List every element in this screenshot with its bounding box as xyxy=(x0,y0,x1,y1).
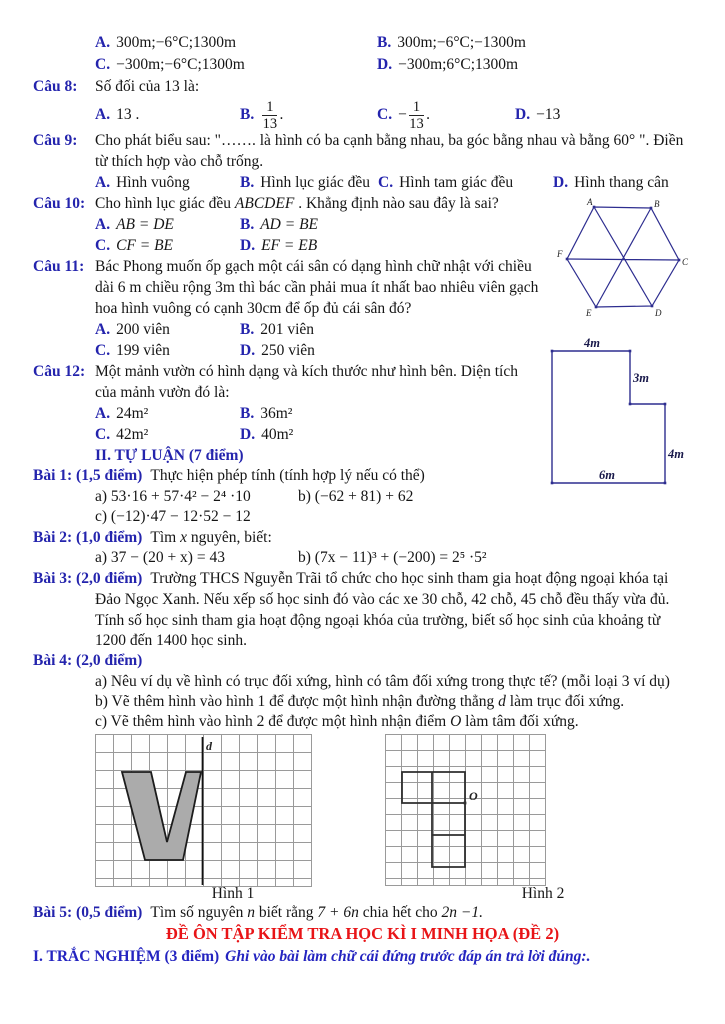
b3-line-2: Đảo Ngọc Xanh. Nếu xếp số học sinh đó vào các xe 30 chỗ, 42 chỗ, 45 chỗ đều thấy vừa đủ. xyxy=(95,591,670,608)
option-text: 42m² xyxy=(116,426,149,443)
vertex-label: B xyxy=(654,199,660,209)
q7-option-d xyxy=(377,55,518,75)
option-letter: D. xyxy=(240,237,256,254)
q8-stem xyxy=(33,77,199,97)
option-letter: A. xyxy=(95,106,111,123)
q11-option-a xyxy=(95,320,170,340)
b4-item-a: a) Nêu ví dụ về hình có trục đối xứng, hình có tâm đối xứng trong thực tế? (mỗi loại 3 ví dụ) xyxy=(95,673,670,690)
option-letter: A. xyxy=(95,174,111,191)
exercise-label: Bài 4: (2,0 điểm) xyxy=(33,652,143,669)
q12-option-a xyxy=(95,404,148,424)
exercise-label: Bài 2: (1,0 điểm) xyxy=(33,529,143,546)
q10-option-d xyxy=(240,236,317,256)
option-letter: C. xyxy=(95,237,111,254)
dimension-label: 4m xyxy=(668,447,684,461)
vertex-label: E xyxy=(586,308,592,318)
v-shape xyxy=(122,772,201,860)
q9-option-d xyxy=(553,173,669,193)
q11-stem-line-3: hoa hình vuông có cạnh 30cm để ốp đủ cái sân đó? xyxy=(95,300,412,317)
option-text: AD = BE xyxy=(260,216,319,233)
option-letter: B. xyxy=(240,174,255,191)
option-letter: D. xyxy=(240,342,256,359)
figure-1-caption: Hình 1 xyxy=(211,885,255,902)
exercise-label: Bài 5: (0,5 điểm) xyxy=(33,904,143,921)
option-letter: A. xyxy=(95,321,111,338)
option-letter: D. xyxy=(240,426,256,443)
b2-item-b: b) (7x − 11)³ + (−200) = 2⁵ ·5² xyxy=(298,549,487,566)
q12-option-b xyxy=(240,404,292,424)
section-2-heading: II. TỰ LUẬN (7 điểm) xyxy=(95,447,244,464)
grid-figure-2 xyxy=(385,734,546,886)
option-letter: C. xyxy=(95,342,111,359)
dimension-label: 3m xyxy=(633,371,649,385)
option-text: 40m² xyxy=(261,426,294,443)
vertex-label: C xyxy=(682,257,689,267)
q9-stem-line-1: Câu 9: Cho phát biểu sau: "……. là hình có ba cạnh bằng nhau, ba góc bằng nhau và bằng 60° ". Điền xyxy=(33,132,684,149)
b2-item-a: a) 37 − (20 + x) = 43 xyxy=(95,549,225,566)
q12-option-d xyxy=(240,425,293,445)
grid-lines xyxy=(95,734,312,887)
q8-option-d xyxy=(515,96,560,134)
question-text: Số đối của 13 là: xyxy=(95,78,200,95)
q9-stem-line-2: từ thích hợp vào chỗ trống. xyxy=(95,153,264,170)
q11-stem-line-1: Câu 11: Bác Phong muốn ốp gạch một cái sân có dạng hình chữ nhật với chiều xyxy=(33,258,532,275)
option-letter: C. xyxy=(377,106,393,123)
option-text: −13 xyxy=(536,106,561,123)
q8-option-b: B. $\frac{1}{13}$ . xyxy=(240,98,284,132)
question-label: Câu 9: xyxy=(33,132,78,149)
option-letter: B. xyxy=(240,321,255,338)
vertex-label: A xyxy=(587,197,593,207)
q12-option-c xyxy=(95,425,148,445)
option-text: EF = EB xyxy=(261,237,318,254)
b1-item-a: a) 53·16 + 57·4² − 2⁴ ·10 xyxy=(95,488,251,505)
option-text: 201 viên xyxy=(260,321,315,338)
b3-line-4: 1200 đến 1400 học sinh. xyxy=(95,632,247,649)
q7-option-b xyxy=(377,33,526,53)
q10-option-b xyxy=(240,215,318,235)
q10-stem: Câu 10: Cho hình lục giác đều ABCDEF . Khẳng định nào sau đây là sai? xyxy=(33,195,499,212)
b2-heading: Bài 2: (1,0 điểm) Tìm x nguyên, biết: xyxy=(33,529,272,546)
section-1-heading: I. TRẮC NGHIỆM (3 điểm) Ghi vào bài làm chữ cái đứng trước đáp án trả lời đúng:. xyxy=(33,948,591,965)
q10-option-a xyxy=(95,215,174,235)
q8-option-c: C. − $\frac{1}{13}$ . xyxy=(377,98,430,132)
option-letter: D. xyxy=(377,56,393,73)
option-letter: A. xyxy=(95,216,111,233)
option-text: −300m;−6°C;1300m xyxy=(116,56,245,73)
q9-option-c xyxy=(378,173,513,193)
b1-heading: Bài 1: (1,5 điểm) Thực hiện phép tính (tính hợp lý nếu có thể) xyxy=(33,467,425,484)
q8-option-a xyxy=(95,96,139,134)
option-letter: A. xyxy=(95,34,111,51)
axis-label: d xyxy=(206,739,212,753)
option-text: Hình lục giác đều xyxy=(260,174,370,191)
question-label: Câu 8: xyxy=(33,78,78,95)
vertex-label: D xyxy=(655,308,662,318)
grid-figure-1 xyxy=(95,734,313,887)
figure-2-caption: Hình 2 xyxy=(521,885,565,902)
q12-stem-line-2: của mảnh vườn đó là: xyxy=(95,384,230,401)
center-label: O xyxy=(469,789,478,803)
dimension-label: 4m xyxy=(584,336,600,350)
option-letter: D. xyxy=(515,106,531,123)
option-letter: B. xyxy=(240,405,255,422)
b3-line-3: Tính số học sinh tham gia hoạt động ngoại khóa của trường, biết số học sinh của khoảng từ xyxy=(95,612,661,629)
garden-plot-figure xyxy=(549,336,697,488)
option-letter: B. xyxy=(240,106,255,123)
q11-stem-line-2: dài 6 m chiều rộng 3m thì bác cần phải mua ít nhất bao nhiêu viên gạch xyxy=(95,279,539,296)
center-point xyxy=(464,802,467,805)
b4-item-c: c) Vẽ thêm hình vào hình 2 để được một hình nhận điểm O làm tâm đối xứng. xyxy=(95,713,579,730)
b4-heading xyxy=(33,651,150,671)
fraction: $\frac{1}{13}$ xyxy=(262,98,278,132)
option-text: Hình thang cân xyxy=(574,174,669,191)
option-letter: C. xyxy=(95,56,111,73)
option-text: 300m;−6°C;−1300m xyxy=(397,34,526,51)
q11-option-d xyxy=(240,341,315,361)
hexagon-figure xyxy=(556,195,724,323)
option-text: 199 viên xyxy=(116,342,170,359)
exercise-label: Bài 1: (1,5 điểm) xyxy=(33,467,143,484)
question-label: Câu 10: xyxy=(33,195,86,212)
option-letter: C. xyxy=(378,174,394,191)
q11-option-c xyxy=(95,341,170,361)
option-text: 200 viên xyxy=(116,321,170,338)
q10-option-c xyxy=(95,236,173,256)
question-label: Câu 11: xyxy=(33,258,85,275)
option-letter: C. xyxy=(95,426,111,443)
dimension-label: 6m xyxy=(599,468,615,482)
option-text: 13 . xyxy=(116,106,140,123)
b4-item-b: b) Vẽ thêm hình vào hình 1 để được một hình nhận đường thẳng d làm trục đối xứng. xyxy=(95,693,625,710)
exercise-label: Bài 3: (2,0 điểm) xyxy=(33,570,143,587)
question-label: Câu 12: xyxy=(33,363,86,380)
q12-stem-line-1: Câu 12: Một mảnh vườn có hình dạng và kích thước như hình bên. Diện tích xyxy=(33,363,518,380)
option-text: Hình vuông xyxy=(116,174,190,191)
option-letter: D. xyxy=(553,174,569,191)
option-letter: A. xyxy=(95,405,111,422)
option-letter: B. xyxy=(377,34,392,51)
option-text: 36m² xyxy=(260,405,293,422)
b1-item-b: b) (−62 + 81) + 62 xyxy=(298,488,414,505)
option-text: CF = BE xyxy=(116,237,174,254)
fraction: $\frac{1}{13}$ xyxy=(409,98,424,132)
q9-option-b xyxy=(240,173,370,193)
option-text: 250 viên xyxy=(261,342,315,359)
option-text: AB = DE xyxy=(116,216,174,233)
b5-heading: Bài 5: (0,5 điểm) Tìm số nguyên n biết rằng 7 + 6n chia hết cho 2n −1. xyxy=(33,904,483,921)
exam-title: ĐỀ ÔN TẬP KIỂM TRA HỌC KÌ I MINH HỌA (ĐỀ 2) xyxy=(165,924,560,943)
q11-option-b xyxy=(240,320,314,340)
option-letter: B. xyxy=(240,216,255,233)
option-text: 300m;−6°C;1300m xyxy=(116,34,237,51)
b1-item-c: c) (−12)·47 − 12·52 − 12 xyxy=(95,508,251,525)
option-text: 24m² xyxy=(116,405,149,422)
vertex-label: F xyxy=(557,249,563,259)
q7-option-a xyxy=(95,33,236,53)
b3-line-1: Bài 3: (2,0 điểm) Trường THCS Nguyễn Trãi tổ chức cho học sinh tham gia hoạt động ngoại khóa tại xyxy=(33,570,669,587)
option-text: Hình tam giác đều xyxy=(399,174,514,191)
q7-option-c xyxy=(95,55,245,75)
q9-option-a xyxy=(95,173,190,193)
option-text: −300m;6°C;1300m xyxy=(398,56,519,73)
